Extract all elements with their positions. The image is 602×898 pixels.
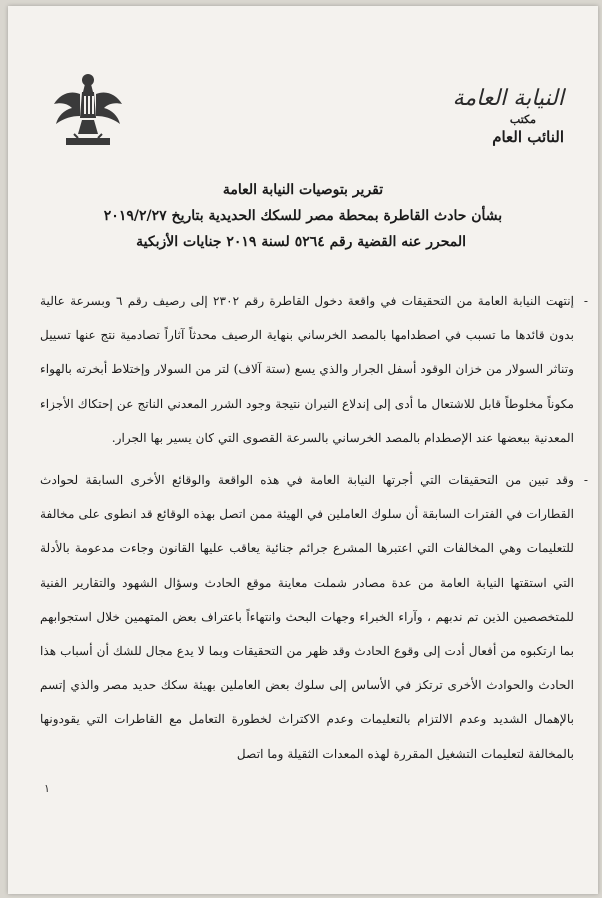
organization-name: النيابة العامة (452, 86, 564, 111)
paragraph-text: إنتهت النيابة العامة من التحقيقات في واقعة دخول القاطرة رقم ٢٣٠٢ إلى رصيف رقم ٦ وبسرعة عالية بدون قائدها ما تسبب في اصطدامها بالمصد الخرساني بنهاية الرصيف محدثاً آثاراً تصادمية نتج عنها تسييل وتناثر السولار من خزان الوقود أسفل الجرار والذي يسع (ستة آلاف) لتر من السولار وإختلاط أبخرته بالهواء مكوناً مخلوطاً قابل للاشتعال ما أدى إلى إندلاع النيران نتيجة وجود الشرر المعدني الناتج عن إحتكاك الأجزاء المعدنية ببعضها عند الإصطدام بالمصد الخرساني بالسرعة القصوى التي كان يسير بها الجرار. (40, 294, 575, 445)
page-number: ١ (44, 782, 50, 795)
office-label: مكتب (509, 113, 536, 126)
paragraph-2 (40, 463, 588, 771)
case-reference: المحرر عنه القضية رقم ٥٢٦٤ لسنة ٢٠١٩ جنايات الأزبكية (136, 234, 466, 250)
report-titles (38, 182, 568, 250)
letterhead (404, 86, 564, 146)
report-title: تقرير بتوصيات النيابة العامة (222, 182, 384, 198)
paragraph-text: وقد تبين من التحقيقات التي أجرتها النيابة العامة في هذه الواقعة والوقائع الأخرى السابقة لحوادث القطارات في الفترات السابقة أن سلوك العاملين في الهيئة ممن اتصل بهذه الوقائع قد انطوى على مخالفة للتعليمات وهي المخالفات التي اعتبرها المشرع جرائم جنائية يعاقب عليها القانون وجاءت مدعومة بالأدلة التي استقتها النيابة العامة من عدة مصادر شملت معاينة موقع الحادث وسؤال الشهود والتقارير الفنية للمتخصصين الذين تم ندبهم ، وآراء الخبراء وجهات البحث وانتهاءاً باعتراف بعض المتهمين خلال استجوابهم بما ارتكبوه من أفعال أدت إلى وقوع الحادث وقد ظهر من التحقيقات وبما لا يدع مجال للشك أن أسباب هذا الحادث والحوادث الأخرى ترتكز في الأساس إلى سلوك بعض العاملين بهيئة سكك حديد مصر والذي إتسم بالإهمال الشديد وعدم الالتزام بالتعليمات وعدم الاكتراث لخطورة التعامل مع القاطرات التي يقودونها بالمخالفة لتعليمات التشغيل المقررة لهذه المعدات الثقيلة وما اتصل (40, 473, 574, 761)
office-holder: النائب العام (492, 128, 564, 146)
paragraph-1 (40, 284, 588, 455)
report-subject: بشأن حادث القاطرة بمحطة مصر للسكك الحديدية بتاريخ ٢٠١٩/٢/٢٧ (103, 208, 503, 224)
eagle-emblem-icon (52, 68, 124, 154)
bullet-dash: - (583, 294, 588, 308)
bullet-dash: - (583, 473, 588, 488)
report-body (40, 284, 588, 771)
document-page (8, 6, 598, 894)
